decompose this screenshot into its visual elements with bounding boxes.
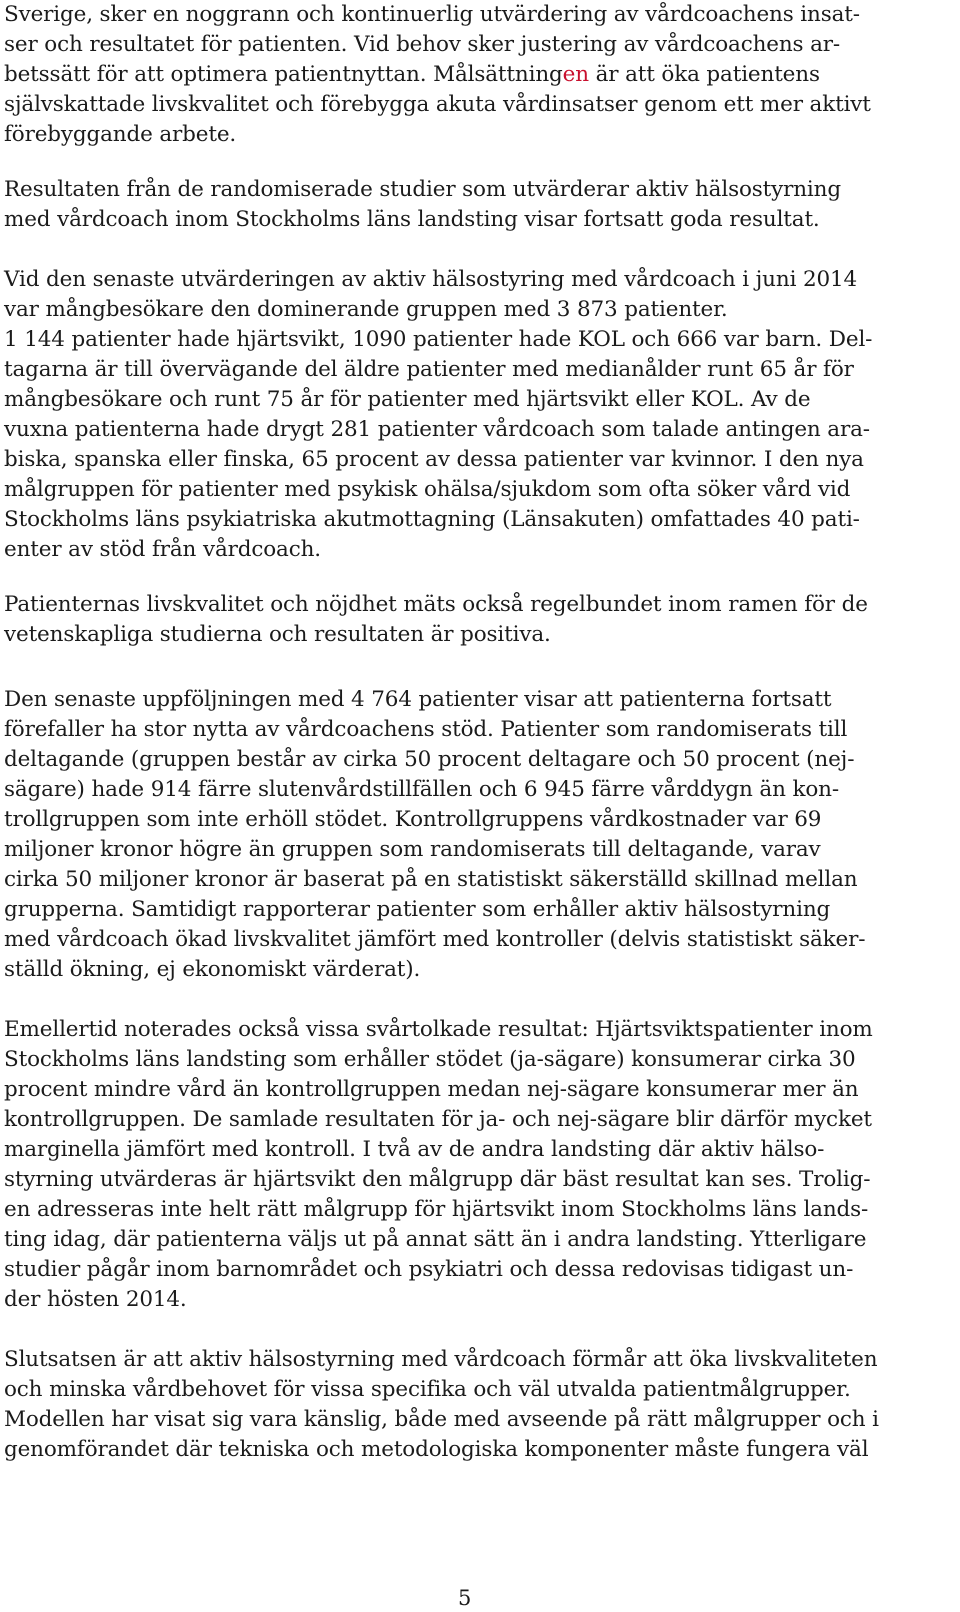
- text-line: 1 144 patienter hade hjärtsvikt, 1090 patienter hade KOL och 666 var barn. Del-: [4, 327, 873, 352]
- text-line: Stockholms läns landsting som erhåller stödet (ja-sägare) konsumerar cirka 30: [4, 1047, 856, 1072]
- text-line: biska, spanska eller finska, 65 procent av dessa patienter var kvinnor. I den nya: [4, 447, 864, 472]
- text-line: Stockholms läns psykiatriska akutmottagning (Länsakuten) omfattades 40 pati-: [4, 507, 860, 532]
- text-line: Vid den senaste utvärderingen av aktiv hälsostyring med vårdcoach i juni 2014: [4, 267, 858, 292]
- text-line: en adresseras inte helt rätt målgrupp för hjärtsvikt inom Stockholms läns lands-: [4, 1197, 869, 1222]
- text-line: Den senaste uppföljningen med 4 764 patienter visar att patienterna fortsatt: [4, 687, 832, 712]
- text-line: förebyggande arbete.: [4, 122, 237, 147]
- text-line: Modellen har visat sig vara känslig, både med avseende på rätt målgrupper och i: [4, 1407, 879, 1432]
- text-line: med vårdcoach inom Stockholms läns landsting visar fortsatt goda resultat.: [4, 207, 820, 232]
- text-line: sägare) hade 914 färre slutenvårdstillfällen och 6 945 färre vårddygn än kon-: [4, 777, 839, 802]
- text-line: var mångbesökare den dominerande gruppen med 3 873 patienter.: [4, 297, 728, 322]
- text-line: studier pågår inom barnområdet och psykiatri och dessa redovisas tidigast un-: [4, 1257, 854, 1282]
- text-line: förefaller ha stor nytta av vårdcoachens stöd. Patienter som randomiserats till: [4, 717, 848, 742]
- text-line: genomförandet där tekniska och metodologiska komponenter måste fungera väl: [4, 1437, 869, 1462]
- text-line: cirka 50 miljoner kronor är baserat på en statistiskt säkerställd skillnad mellan: [4, 867, 858, 892]
- text-line: ting idag, där patienterna väljs ut på annat sätt än i andra landsting. Ytterligare: [4, 1227, 867, 1252]
- text-line: Slutsatsen är att aktiv hälsostyrning med vårdcoach förmår att öka livskvaliteten: [4, 1347, 878, 1372]
- text-line: Resultaten från de randomiserade studier som utvärderar aktiv hälsostyrning: [4, 177, 841, 202]
- text-line: tagarna är till övervägande del äldre patienter med medianålder runt 65 år för: [4, 357, 854, 382]
- text-line: ser och resultatet för patienten. Vid behov sker justering av vårdcoachens ar-: [4, 32, 841, 57]
- text-line: grupperna. Samtidigt rapporterar patienter som erhåller aktiv hälsostyrning: [4, 897, 831, 922]
- text-line: miljoner kronor högre än gruppen som randomiserats till deltagande, varav: [4, 837, 821, 862]
- page-number: 5: [458, 1586, 472, 1610]
- text-line: trollgruppen som inte erhöll stödet. Kontrollgruppens vårdkostnader var 69: [4, 807, 822, 832]
- text-line: procent mindre vård än kontrollgruppen medan nej-sägare konsumerar mer än: [4, 1077, 859, 1102]
- text-line: och minska vårdbehovet för vissa specifika och väl utvalda patientmålgrupper.: [4, 1377, 851, 1402]
- text-line: Sverige, sker en noggrann och kontinuerlig utvärdering av vårdcoachens insat-: [4, 2, 860, 27]
- text-line: mångbesökare och runt 75 år för patienter med hjärtsvikt eller KOL. Av de: [4, 387, 811, 412]
- text-line: deltagande (gruppen består av cirka 50 procent deltagare och 50 procent (nej-: [4, 747, 855, 772]
- text-line: betssätt för att optimera patientnyttan. Målsättningen är att öka patientens: [4, 62, 820, 87]
- text-line: självskattade livskvalitet och förebygga akuta vårdinsatser genom ett mer aktivt: [4, 92, 871, 117]
- text-line: styrning utvärderas är hjärtsvikt den målgrupp där bäst resultat kan ses. Trolig-: [4, 1167, 871, 1192]
- text-line: kontrollgruppen. De samlade resultaten för ja- och nej-sägare blir därför mycket: [4, 1107, 872, 1132]
- text-line: marginella jämfört med kontroll. I två av de andra landsting där aktiv hälso-: [4, 1137, 825, 1162]
- text-line: der hösten 2014.: [4, 1287, 187, 1312]
- text-line: enter av stöd från vårdcoach.: [4, 537, 321, 562]
- text-line: Emellertid noterades också vissa svårtolkade resultat: Hjärtsviktspatienter inom: [4, 1017, 873, 1042]
- highlighted-text: en: [562, 62, 589, 87]
- text-line: vetenskapliga studierna och resultaten är positiva.: [4, 622, 551, 647]
- text-line: med vårdcoach ökad livskvalitet jämfört med kontroller (delvis statistiskt säker-: [4, 927, 866, 952]
- text-line: ställd ökning, ej ekonomiskt värderat).: [4, 957, 421, 982]
- text-line: Patienternas livskvalitet och nöjdhet mäts också regelbundet inom ramen för de: [4, 592, 868, 617]
- text-line: vuxna patienterna hade drygt 281 patienter vårdcoach som talade antingen ara-: [4, 417, 870, 442]
- text-line: målgruppen för patienter med psykisk ohälsa/sjukdom som ofta söker vård vid: [4, 477, 851, 502]
